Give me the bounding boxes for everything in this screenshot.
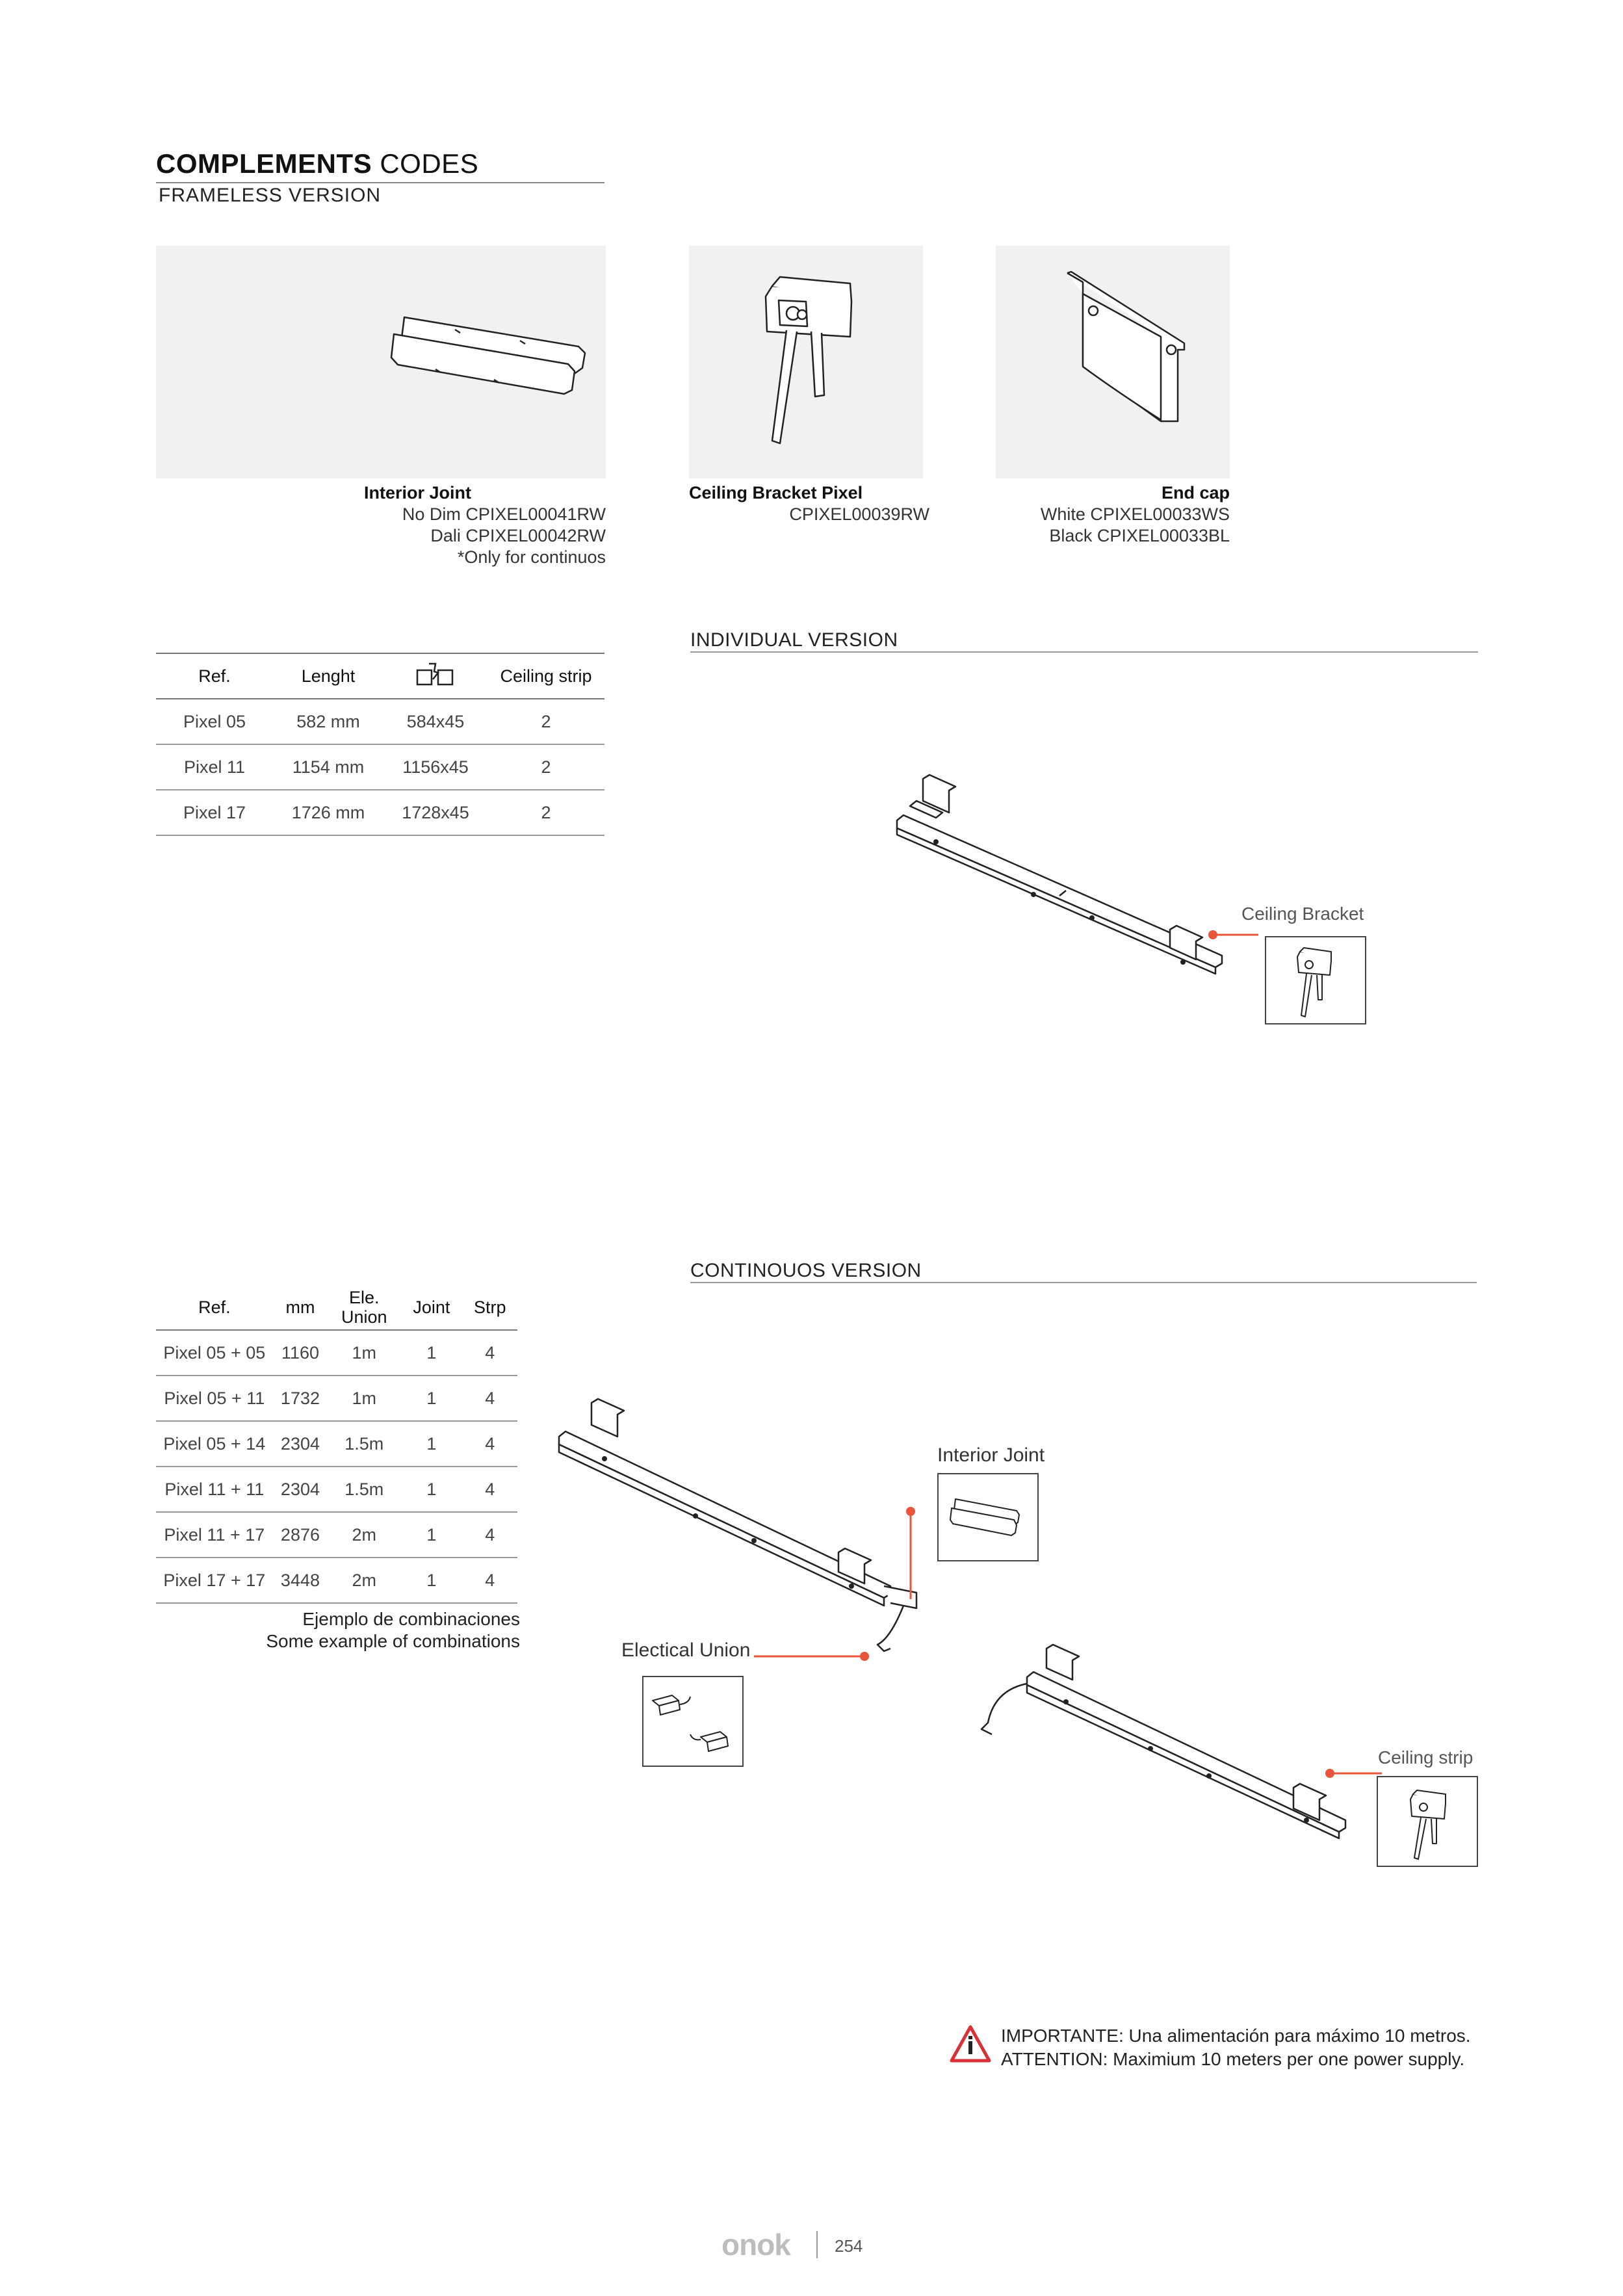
cell: 582 mm [273, 699, 383, 744]
end-cap-caption [996, 482, 1230, 547]
ceiling-bracket-detail-icon [1266, 937, 1365, 1023]
col-ceiling-strip: Ceiling strip [487, 653, 604, 699]
footer-separator [816, 2231, 818, 2258]
ceiling-bracket-drawing [689, 246, 923, 478]
ceiling-bracket-title: Ceiling Bracket Pixel [689, 483, 863, 502]
interior-joint-code-nodim: No Dim CPIXEL00041RW [402, 504, 606, 524]
combinations-note-es: Ejemplo de combinaciones [302, 1609, 520, 1629]
cell: 1154 mm [273, 744, 383, 790]
cell: 4 [462, 1330, 517, 1376]
combinations-note [195, 1608, 520, 1652]
page-subtitle: FRAMELESS VERSION [159, 185, 382, 206]
ceiling-strip-detail-box [1377, 1776, 1478, 1867]
col-ref: Ref. [156, 653, 273, 699]
table-row [156, 1421, 517, 1467]
cell: 2m [328, 1512, 400, 1558]
cell: Pixel 11 [156, 744, 273, 790]
end-cap-title: End cap [1161, 483, 1230, 502]
end-cap-drawing [996, 246, 1230, 478]
power-supply-warning [1001, 2024, 1471, 2071]
col-joint: Joint [400, 1285, 462, 1330]
cell: 4 [462, 1558, 517, 1603]
end-cap-code-black: Black CPIXEL00033BL [1049, 526, 1230, 545]
cell: 2m [328, 1558, 400, 1603]
continuous-table-header [156, 1285, 517, 1330]
cell: Pixel 11 + 17 [156, 1512, 273, 1558]
table-row [156, 1512, 517, 1558]
table-row [156, 790, 604, 835]
cell: 2 [487, 744, 604, 790]
cell: 1.5m [328, 1467, 400, 1512]
cell: 1 [400, 1421, 462, 1467]
interior-joint-callout-line [901, 1502, 920, 1599]
continuous-luminaire-drawing-1 [552, 1391, 929, 1664]
col-strp: Strp [462, 1285, 517, 1330]
continuous-section-title: CONTINOUOS VERSION [690, 1260, 922, 1281]
cell: 1.5m [328, 1421, 400, 1467]
electrical-union-detail-icon [643, 1677, 742, 1766]
end-cap-code-white: White CPIXEL00033WS [1040, 504, 1230, 524]
brand-logo: onok [721, 2228, 790, 2262]
cell: Pixel 11 + 11 [156, 1467, 273, 1512]
warning-triangle-icon [949, 2024, 992, 2063]
cell: Pixel 05 + 14 [156, 1421, 273, 1467]
ceiling-bracket-image [689, 246, 923, 478]
cell: 1732 [273, 1376, 328, 1421]
individual-luminaire-drawing [884, 767, 1248, 1027]
interior-joint-code-dali: Dali CPIXEL00042RW [430, 526, 606, 545]
continuous-section-rule [690, 1282, 1477, 1283]
ceiling-bracket-code: CPIXEL00039RW [789, 504, 929, 524]
interior-joint-drawing [156, 246, 606, 478]
cell: 2304 [273, 1467, 328, 1512]
cell: 1728x45 [383, 790, 487, 835]
ceiling-bracket-callout-label: Ceiling Bracket [1241, 904, 1364, 924]
ceiling-cutout-icon [416, 661, 455, 687]
cell: 1726 mm [273, 790, 383, 835]
cell: 2 [487, 790, 604, 835]
table-row [156, 699, 604, 744]
table-row [156, 1558, 517, 1603]
table-row [156, 1376, 517, 1421]
individual-section-title: INDIVIDUAL VERSION [690, 629, 898, 651]
cell: 1m [328, 1330, 400, 1376]
table-row [156, 1467, 517, 1512]
cell: 4 [462, 1512, 517, 1558]
continuous-table [156, 1285, 517, 1604]
cell: 1m [328, 1376, 400, 1421]
cell: Pixel 17 [156, 790, 273, 835]
cell: 1160 [273, 1330, 328, 1376]
interior-joint-detail-icon [939, 1474, 1037, 1560]
table-row [156, 744, 604, 790]
page-title [156, 148, 478, 179]
end-cap-image [996, 246, 1230, 478]
interior-joint-image [156, 246, 606, 478]
cell: 2876 [273, 1512, 328, 1558]
cell: 1156x45 [383, 744, 487, 790]
cell: 4 [462, 1467, 517, 1512]
cell: Pixel 17 + 17 [156, 1558, 273, 1603]
col-length: Lenght [273, 653, 383, 699]
title-divider [156, 182, 604, 183]
electrical-union-detail-box [642, 1676, 744, 1767]
individual-table [156, 653, 604, 836]
interior-joint-note: *Only for continuos [457, 547, 606, 567]
electrical-union-callout-line [754, 1650, 871, 1663]
col-ele-union: Ele. Union [328, 1285, 400, 1330]
combinations-note-en: Some example of combinations [266, 1631, 520, 1651]
cell: Pixel 05 [156, 699, 273, 744]
cell: Pixel 05 + 11 [156, 1376, 273, 1421]
individual-section-rule [690, 651, 1478, 653]
interior-joint-caption [364, 482, 606, 568]
cell: 2304 [273, 1421, 328, 1467]
cell: Pixel 05 + 05 [156, 1330, 273, 1376]
cell: 4 [462, 1376, 517, 1421]
cell: 2 [487, 699, 604, 744]
continuous-luminaire-drawing-2 [968, 1632, 1358, 1879]
electrical-union-callout-label: Electical Union [621, 1639, 751, 1661]
table-row [156, 1330, 517, 1376]
cell: 1 [400, 1467, 462, 1512]
interior-joint-title: Interior Joint [364, 483, 472, 502]
interior-joint-detail-box [937, 1473, 1039, 1561]
page-title-light: CODES [380, 148, 479, 179]
page-number: 254 [835, 2236, 863, 2256]
cell: 1 [400, 1558, 462, 1603]
warning-en: ATTENTION: Maximium 10 meters per one power supply. [1001, 2049, 1465, 2069]
page-title-bold: COMPLEMENTS [156, 148, 372, 179]
ceiling-strip-callout-label: Ceiling strip [1378, 1747, 1474, 1768]
col-cutout [383, 653, 487, 699]
cell: 4 [462, 1421, 517, 1467]
interior-joint-callout-label: Interior Joint [937, 1444, 1045, 1466]
col-ref: Ref. [156, 1285, 273, 1330]
ceiling-strip-detail-icon [1378, 1777, 1477, 1866]
ceiling-bracket-callout-line [1206, 928, 1258, 941]
ceiling-bracket-detail-box [1265, 936, 1366, 1024]
ceiling-strip-callout-line [1323, 1767, 1382, 1780]
warning-es: IMPORTANTE: Una alimentación para máximo 10 metros. [1001, 2026, 1471, 2046]
col-mm: mm [273, 1285, 328, 1330]
individual-table-header [156, 653, 604, 699]
cell: 1 [400, 1512, 462, 1558]
cell: 1 [400, 1376, 462, 1421]
cell: 1 [400, 1330, 462, 1376]
cell: 3448 [273, 1558, 328, 1603]
ceiling-bracket-caption [689, 482, 929, 525]
cell: 584x45 [383, 699, 487, 744]
